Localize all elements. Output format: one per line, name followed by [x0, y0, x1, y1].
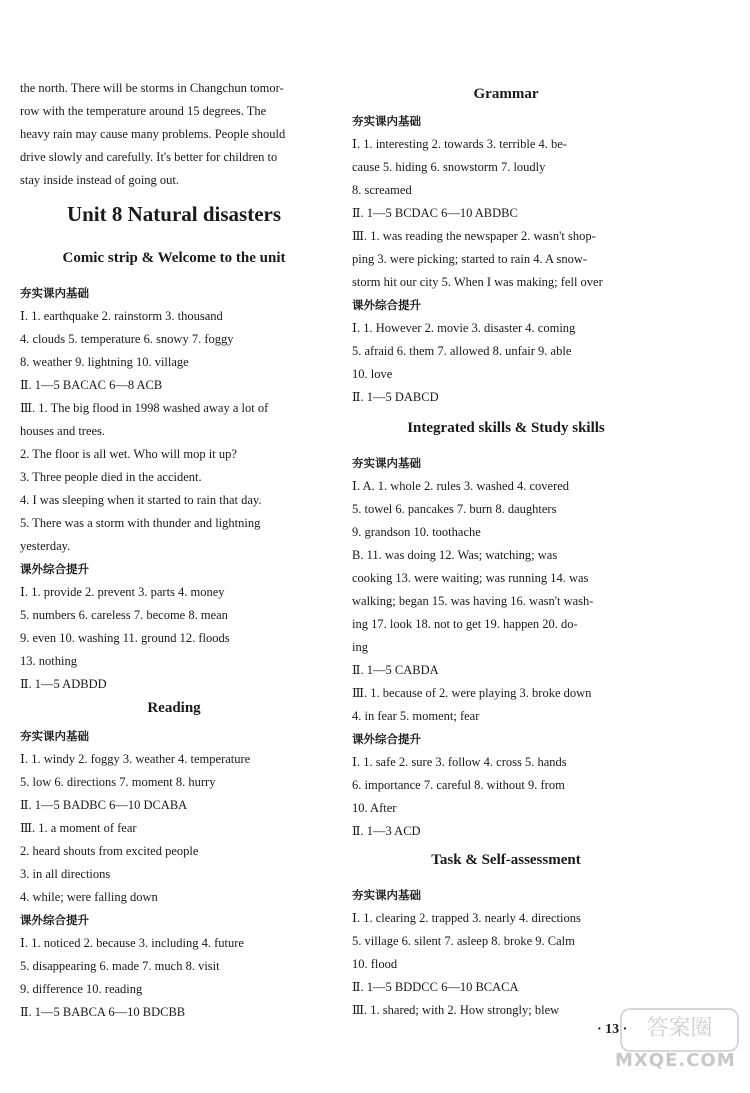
answer-line: walking; began 15. was having 16. wasn't wash- [352, 594, 594, 608]
answer-line: Ⅱ. 1—3 ACD [352, 824, 421, 838]
answer-line: 6. importance 7. careful 8. without 9. from [352, 778, 565, 792]
intro-line: row with the temperature around 15 degrees. The [20, 104, 267, 118]
section-title: Reading [147, 700, 201, 716]
section-title: Integrated skills & Study skills [407, 420, 605, 436]
answer-line: ping 3. were picking; started to rain 4. A snow- [352, 252, 588, 266]
answer-line: ing 17. look 18. not to get 19. happen 20. do- [352, 617, 578, 631]
answer-line: Ⅰ. 1. clearing 2. trapped 3. nearly 4. directions [352, 911, 581, 925]
answer-line: Ⅰ. A. 1. whole 2. rules 3. washed 4. covered [352, 479, 570, 493]
answer-line: 2. The floor is all wet. Who will mop it up? [20, 447, 237, 461]
answer-line: 3. Three people died in the accident. [20, 470, 202, 484]
answer-line: Ⅲ. 1. was reading the newspaper 2. wasn't shop- [352, 229, 596, 243]
answer-line: Ⅱ. 1—5 BDDCC 6—10 BCACA [352, 980, 519, 994]
answer-line: Ⅱ. 1—5 CABDA [352, 663, 439, 677]
answer-line: 10. love [352, 367, 393, 381]
answer-line: yesterday. [20, 539, 71, 553]
answer-line: Ⅱ. 1—5 BCDAC 6—10 ABDBC [352, 206, 518, 220]
answer-line: 9. even 10. washing 11. ground 12. floods [20, 631, 230, 645]
answer-line: Ⅲ. 1. because of 2. were playing 3. broke down [352, 686, 592, 700]
answer-line: 5. numbers 6. careless 7. become 8. mean [20, 608, 228, 622]
answer-line: 4. while; were falling down [20, 890, 158, 904]
answer-line: 4. clouds 5. temperature 6. snowy 7. foggy [20, 332, 234, 346]
answer-line: storm hit our city 5. When I was making; fell over [352, 275, 603, 289]
section-header: 夯实课内基础 [20, 731, 89, 743]
intro-line: heavy rain may cause many problems. People should [20, 127, 286, 141]
answer-line: 4. in fear 5. moment; fear [352, 709, 480, 723]
answer-line: 5. low 6. directions 7. moment 8. hurry [20, 775, 216, 789]
answer-line: Ⅱ. 1—5 BADBC 6—10 DCABA [20, 798, 188, 812]
answer-line: Ⅰ. 1. However 2. movie 3. disaster 4. coming [352, 321, 576, 335]
page-number: · 13 · [597, 1022, 628, 1037]
section-header: 夯实课内基础 [20, 288, 89, 300]
answer-line: Ⅲ. 1. The big flood in 1998 washed away a lot of [20, 401, 269, 415]
section-title: Comic strip & Welcome to the unit [62, 250, 286, 266]
answer-line: Ⅰ. 1. provide 2. prevent 3. parts 4. money [20, 585, 225, 599]
answer-line: Ⅱ. 1—5 BABCA 6—10 BDCBB [20, 1005, 186, 1019]
answer-line: 5. afraid 6. them 7. allowed 8. unfair 9. able [352, 344, 572, 358]
answer-line: 9. grandson 10. toothache [352, 525, 481, 539]
answer-line: 3. in all directions [20, 867, 111, 881]
answer-line: 4. I was sleeping when it started to rain that day. [20, 493, 262, 507]
answer-line: houses and trees. [20, 424, 106, 438]
answer-line: 9. difference 10. reading [20, 982, 143, 996]
unit-title: Unit 8 Natural disasters [66, 202, 282, 226]
section-header: 夯实课内基础 [352, 116, 421, 128]
answer-line: Ⅰ. 1. interesting 2. towards 3. terrible 4. be- [352, 137, 567, 151]
answer-line: 5. towel 6. pancakes 7. burn 8. daughters [352, 502, 557, 516]
answer-line: Ⅰ. 1. windy 2. foggy 3. weather 4. temperature [20, 752, 251, 766]
answer-line: 8. screamed [352, 183, 412, 197]
answer-line: cooking 13. were waiting; was running 14. was [352, 571, 589, 585]
answer-line: 2. heard shouts from excited people [20, 844, 199, 858]
answer-line: Ⅱ. 1—5 ADBDD [20, 677, 107, 691]
answer-line: 10. After [352, 801, 397, 815]
answer-line: Ⅰ. 1. safe 2. sure 3. follow 4. cross 5. hands [352, 755, 567, 769]
answer-line: B. 11. was doing 12. Was; watching; was [352, 548, 558, 562]
section-header: 课外综合提升 [20, 915, 89, 927]
section-header: 夯实课内基础 [352, 890, 421, 902]
section-header: 课外综合提升 [20, 564, 89, 576]
answer-line: 5. disappearing 6. made 7. much 8. visit [20, 959, 220, 973]
answer-line: Ⅲ. 1. a moment of fear [20, 821, 137, 835]
section-header: 夯实课内基础 [352, 458, 421, 470]
answer-line: 5. village 6. silent 7. asleep 8. broke 9. Calm [352, 934, 575, 948]
answer-line: 13. nothing [20, 654, 77, 668]
section-title: Grammar [473, 86, 539, 102]
intro-line: stay inside instead of going out. [20, 173, 180, 187]
section-header: 课外综合提升 [352, 300, 421, 312]
answer-line: Ⅲ. 1. shared; with 2. How strongly; blew [352, 1003, 560, 1017]
answer-line: cause 5. hiding 6. snowstorm 7. loudly [352, 160, 546, 174]
intro-line: drive slowly and carefully. It's better for children to [20, 150, 278, 164]
watermark-text: MXQE.COM [615, 1050, 736, 1071]
answer-line: Ⅱ. 1—5 DABCD [352, 390, 439, 404]
answer-line: ing [352, 640, 368, 654]
answer-line: Ⅰ. 1. earthquake 2. rainstorm 3. thousand [20, 309, 223, 323]
answer-line: 5. There was a storm with thunder and lightning [20, 516, 261, 530]
section-header: 课外综合提升 [352, 734, 421, 746]
answer-line: Ⅰ. 1. noticed 2. because 3. including 4. future [20, 936, 244, 950]
section-title: Task & Self-assessment [431, 852, 581, 868]
answer-line: 10. flood [352, 957, 398, 971]
watermark-logo: 答案圈 [620, 1008, 739, 1052]
intro-line: the north. There will be storms in Changchun tomor- [20, 81, 284, 95]
answer-line: 8. weather 9. lightning 10. village [20, 355, 189, 369]
answer-line: Ⅱ. 1—5 BACAC 6—8 ACB [20, 378, 163, 392]
